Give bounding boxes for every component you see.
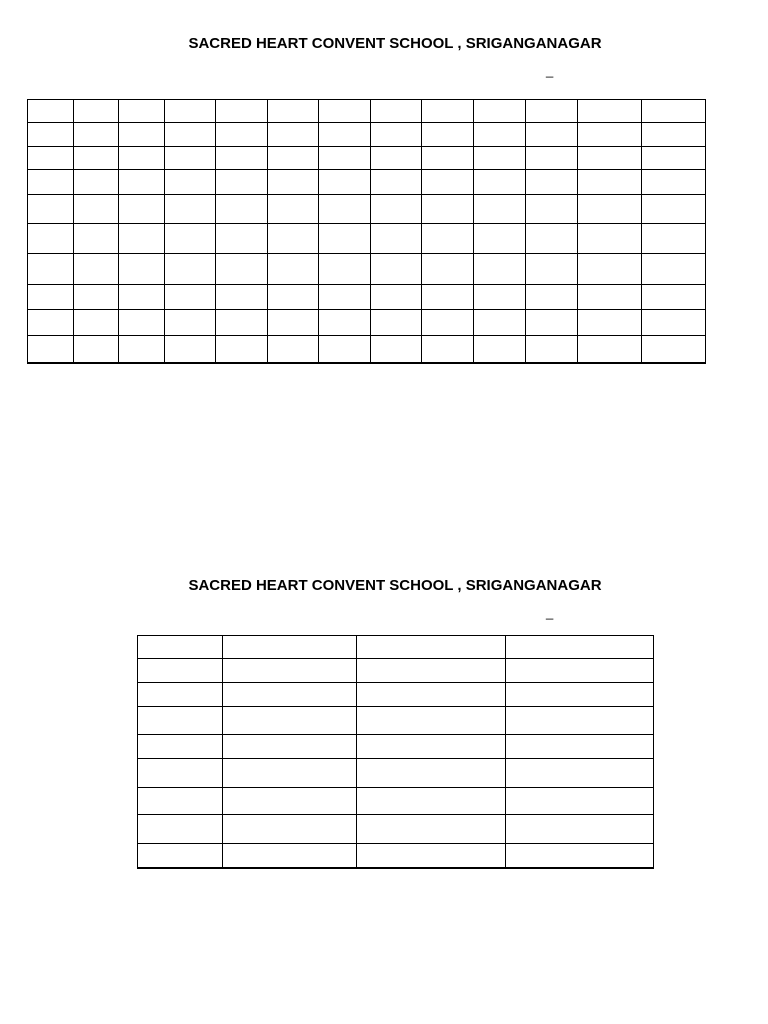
table-cell — [357, 759, 506, 788]
table-cell — [642, 195, 706, 224]
table-cell — [506, 868, 654, 869]
blank-table-4-column — [137, 635, 654, 869]
table-cell — [74, 195, 119, 224]
table-cell — [223, 788, 357, 815]
table-cell — [578, 100, 642, 123]
table-cell — [319, 310, 371, 336]
table-cell — [74, 100, 119, 123]
table-row — [28, 254, 706, 285]
table-cell — [371, 254, 422, 285]
table-cell — [578, 195, 642, 224]
table-cell — [371, 123, 422, 147]
table-cell — [506, 659, 654, 683]
table-cell — [422, 195, 474, 224]
table-cell — [578, 147, 642, 170]
table-cell — [119, 336, 165, 363]
table-cell — [223, 759, 357, 788]
table-cell — [578, 224, 642, 254]
table-row — [138, 788, 654, 815]
table-cell — [119, 363, 165, 364]
table-cell — [165, 147, 216, 170]
table-cell — [422, 147, 474, 170]
table-cell — [474, 285, 526, 310]
table-cell — [165, 100, 216, 123]
table-cell — [223, 659, 357, 683]
table-cell — [422, 285, 474, 310]
table-cell — [119, 100, 165, 123]
table-cell — [526, 123, 578, 147]
table-cell — [422, 310, 474, 336]
table-cell — [526, 336, 578, 363]
table-cell — [371, 147, 422, 170]
table-cell — [268, 147, 319, 170]
table-cell — [223, 868, 357, 869]
table-cell — [642, 363, 706, 364]
table-cell — [371, 285, 422, 310]
table-cell — [119, 254, 165, 285]
table-cell — [422, 170, 474, 195]
table-cell — [165, 170, 216, 195]
table-cell — [138, 844, 223, 868]
table-cell — [216, 195, 268, 224]
table-cell — [28, 123, 74, 147]
table-cell — [74, 310, 119, 336]
table-cell — [422, 336, 474, 363]
table-cell — [165, 336, 216, 363]
table-cell — [642, 224, 706, 254]
table-cell — [74, 170, 119, 195]
table-cell — [506, 844, 654, 868]
table-cell — [138, 636, 223, 659]
school-title: SACRED HEART CONVENT SCHOOL , SRIGANGANAGAR — [188, 35, 602, 52]
table-cell — [28, 147, 74, 170]
table-cell — [642, 147, 706, 170]
table-row — [138, 868, 654, 869]
table-cell — [268, 254, 319, 285]
table-cell — [578, 336, 642, 363]
table-cell — [506, 735, 654, 759]
table-cell — [216, 254, 268, 285]
table-cell — [138, 707, 223, 735]
table-row — [138, 707, 654, 735]
table-cell — [506, 683, 654, 707]
table-cell — [474, 224, 526, 254]
blank-marker: _ — [546, 605, 554, 620]
blank-table-13-column — [27, 99, 706, 364]
table-cell — [268, 285, 319, 310]
table-cell — [319, 224, 371, 254]
table-row — [138, 844, 654, 868]
table-cell — [223, 683, 357, 707]
table-row — [28, 224, 706, 254]
table-cell — [138, 868, 223, 869]
table-cell — [74, 363, 119, 364]
table-cell — [526, 147, 578, 170]
table-cell — [422, 100, 474, 123]
table-cell — [138, 735, 223, 759]
table-cell — [138, 659, 223, 683]
school-title: SACRED HEART CONVENT SCHOOL , SRIGANGANAGAR — [188, 577, 602, 594]
table-row — [138, 759, 654, 788]
table-cell — [74, 336, 119, 363]
table-row — [28, 123, 706, 147]
table-cell — [578, 123, 642, 147]
table-row — [28, 195, 706, 224]
table-cell — [165, 123, 216, 147]
table-row — [28, 285, 706, 310]
table-cell — [319, 285, 371, 310]
table-cell — [506, 759, 654, 788]
table-cell — [268, 100, 319, 123]
table-cell — [357, 844, 506, 868]
table-cell — [357, 707, 506, 735]
table-cell — [119, 224, 165, 254]
table-cell — [216, 123, 268, 147]
table-cell — [74, 224, 119, 254]
table-cell — [526, 254, 578, 285]
table-cell — [223, 815, 357, 844]
table-cell — [28, 363, 74, 364]
table-cell — [28, 336, 74, 363]
table-cell — [642, 170, 706, 195]
table-cell — [474, 170, 526, 195]
table-cell — [526, 195, 578, 224]
table-cell — [138, 815, 223, 844]
table-cell — [526, 363, 578, 364]
table-cell — [371, 336, 422, 363]
table-cell — [28, 224, 74, 254]
table-cell — [216, 363, 268, 364]
table-cell — [357, 659, 506, 683]
table-cell — [357, 815, 506, 844]
table-cell — [371, 195, 422, 224]
table-row — [138, 735, 654, 759]
table-cell — [138, 788, 223, 815]
table-cell — [526, 170, 578, 195]
table-cell — [371, 310, 422, 336]
table-cell — [138, 683, 223, 707]
table-cell — [578, 310, 642, 336]
table-cell — [319, 336, 371, 363]
table-cell — [642, 285, 706, 310]
table-cell — [319, 195, 371, 224]
table-cell — [28, 170, 74, 195]
table-cell — [526, 100, 578, 123]
table-cell — [319, 100, 371, 123]
table-cell — [216, 224, 268, 254]
table-cell — [526, 224, 578, 254]
table-cell — [268, 170, 319, 195]
table-cell — [474, 336, 526, 363]
table-cell — [28, 285, 74, 310]
table-cell — [28, 310, 74, 336]
table-cell — [28, 254, 74, 285]
table-cell — [506, 815, 654, 844]
table-cell — [506, 788, 654, 815]
table-cell — [119, 285, 165, 310]
table-cell — [216, 285, 268, 310]
table-cell — [268, 195, 319, 224]
table-cell — [268, 310, 319, 336]
table-cell — [119, 170, 165, 195]
table-cell — [28, 195, 74, 224]
table-cell — [165, 254, 216, 285]
table-cell — [28, 100, 74, 123]
table-cell — [319, 363, 371, 364]
table-cell — [357, 683, 506, 707]
table-cell — [357, 868, 506, 869]
table-cell — [474, 147, 526, 170]
table-cell — [474, 310, 526, 336]
table-cell — [268, 336, 319, 363]
table-row — [138, 636, 654, 659]
table-cell — [474, 100, 526, 123]
table-row — [28, 170, 706, 195]
table-row — [28, 336, 706, 363]
table-cell — [74, 123, 119, 147]
table-cell — [642, 123, 706, 147]
table-cell — [216, 336, 268, 363]
table-cell — [216, 147, 268, 170]
table-cell — [474, 195, 526, 224]
table-cell — [642, 100, 706, 123]
table-cell — [74, 285, 119, 310]
table-cell — [642, 254, 706, 285]
blank-marker: _ — [546, 63, 554, 78]
table-cell — [642, 336, 706, 363]
table-cell — [506, 636, 654, 659]
table-cell — [422, 363, 474, 364]
table-cell — [578, 170, 642, 195]
table-cell — [319, 254, 371, 285]
table-cell — [74, 254, 119, 285]
table-cell — [216, 310, 268, 336]
table-cell — [223, 707, 357, 735]
table-row — [28, 310, 706, 336]
table-cell — [578, 363, 642, 364]
table-cell — [371, 100, 422, 123]
table-cell — [357, 735, 506, 759]
table-cell — [165, 195, 216, 224]
table-cell — [526, 285, 578, 310]
table-cell — [642, 310, 706, 336]
table-cell — [474, 123, 526, 147]
table-cell — [357, 636, 506, 659]
table-cell — [223, 735, 357, 759]
table-cell — [165, 224, 216, 254]
table-row — [138, 659, 654, 683]
table-cell — [216, 100, 268, 123]
table-row — [28, 100, 706, 123]
table-row — [138, 815, 654, 844]
table-row — [138, 683, 654, 707]
table-cell — [578, 285, 642, 310]
table-cell — [223, 844, 357, 868]
table-cell — [474, 363, 526, 364]
table-cell — [422, 123, 474, 147]
table-cell — [216, 170, 268, 195]
table-cell — [138, 759, 223, 788]
table-cell — [268, 363, 319, 364]
table-cell — [422, 224, 474, 254]
table-cell — [119, 123, 165, 147]
table-cell — [119, 310, 165, 336]
table-cell — [319, 123, 371, 147]
table-cell — [526, 310, 578, 336]
table-cell — [268, 224, 319, 254]
table-cell — [422, 254, 474, 285]
table-cell — [474, 254, 526, 285]
table-cell — [165, 310, 216, 336]
table-cell — [74, 147, 119, 170]
table-cell — [165, 363, 216, 364]
table-cell — [371, 363, 422, 364]
table-cell — [119, 147, 165, 170]
table-row — [28, 363, 706, 364]
table-row — [28, 147, 706, 170]
table-cell — [268, 123, 319, 147]
table-cell — [357, 788, 506, 815]
table-cell — [223, 636, 357, 659]
table-cell — [506, 707, 654, 735]
table-cell — [119, 195, 165, 224]
table-cell — [371, 170, 422, 195]
table-cell — [319, 170, 371, 195]
table-cell — [371, 224, 422, 254]
table-cell — [319, 147, 371, 170]
table-cell — [165, 285, 216, 310]
table-cell — [578, 254, 642, 285]
